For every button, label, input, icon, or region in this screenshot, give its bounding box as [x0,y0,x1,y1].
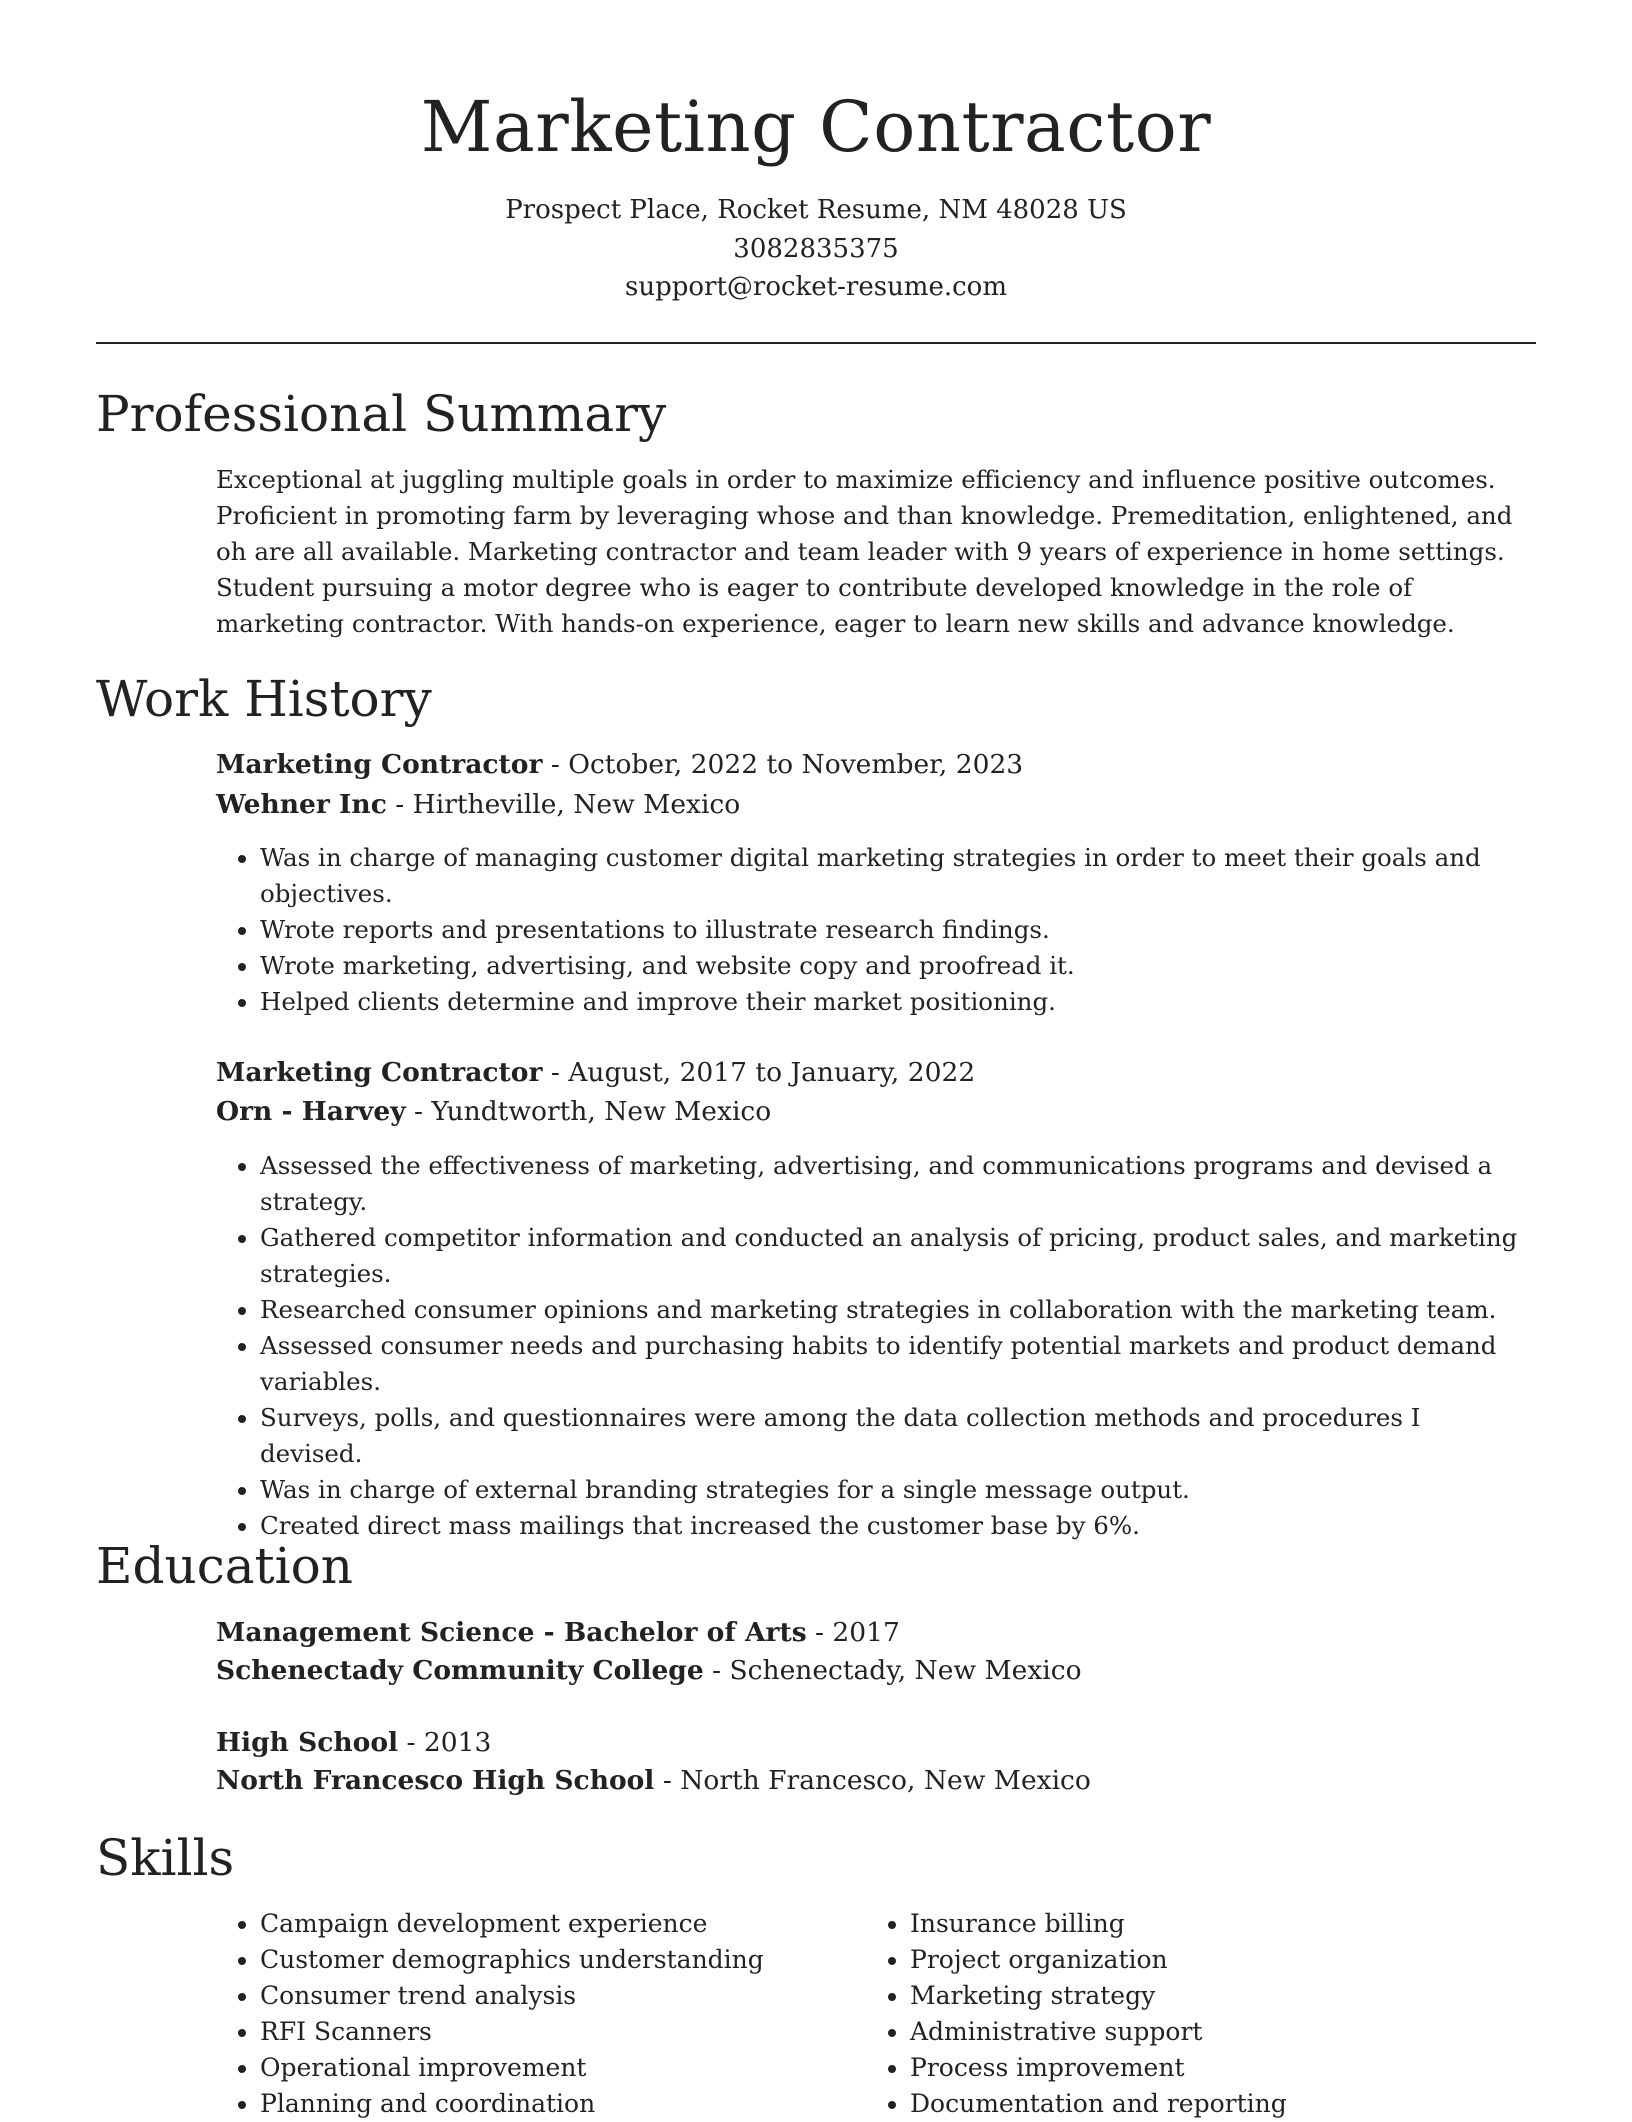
education-2-degree-line [216,1724,491,1762]
list-item: • Process improvement [910,2050,1470,2086]
list-item: • Project organization [910,1942,1470,1978]
list-item: • RFI Scanners [260,2014,820,2050]
job-role: Marketing Contractor [216,1057,543,1088]
list-item: • Campaign development experience [260,1906,820,1942]
education-1-school-line [216,1652,1082,1690]
job-dates: - August, 2017 to January, 2022 [542,1057,976,1088]
job-location: - Hirtheville, New Mexico [386,789,741,820]
section-title-summary: Professional Summary [96,385,667,443]
list-item: • Gathered competitor information and conducted an analysis of pricing, product sales, and marketing strategies. [260,1220,1520,1292]
job-2-bullet-list [216,1148,1520,1544]
education-location: - North Francesco, New Mexico [654,1765,1091,1796]
job-1-company-line [216,786,740,824]
job-2-title-line [216,1054,975,1092]
list-item: • Documentation and reporting [910,2086,1470,2122]
list-item: • Administrative support [910,2014,1470,2050]
header-divider [96,342,1536,344]
list-item: • Customer demographics understanding [260,1942,820,1978]
education-year: - 2017 [806,1617,900,1648]
list-item: • Wrote reports and presentations to illustrate research findings. [260,912,1520,948]
list-item: • Insurance billing [910,1906,1470,1942]
job-2-company-line [216,1093,771,1131]
job-1-bullet-list [216,840,1520,1020]
section-title-skills: Skills [96,1829,235,1887]
education-degree: Management Science - Bachelor of Arts [216,1617,807,1648]
list-item: • Created direct mass mailings that increased the customer base by 6%. [260,1508,1520,1544]
education-1-degree-line [216,1614,900,1652]
list-item: • Operational improvement [260,2050,820,2086]
list-item: • Planning and coordination [260,2086,820,2122]
education-degree: High School [216,1727,399,1758]
list-item: • Assessed the effectiveness of marketing, advertising, and communications programs and devised a strategy. [260,1148,1520,1220]
education-year: - 2013 [398,1727,492,1758]
skills-list-left [216,1906,820,2122]
list-item: • Helped clients determine and improve their market positioning. [260,984,1520,1020]
resume-name: Marketing Contractor [420,86,1212,168]
education-location: - Schenectady, New Mexico [703,1655,1082,1686]
summary-text: Exceptional at juggling multiple goals in order to maximize efficiency and influence positive outcomes. Proficient in promoting farm by leveraging whose and than knowledge. Premeditation, enlightened, and oh are all available. Marketing contractor and team leader with 9 years of experience in home settings. Student pursuing a motor degree who is eager to contribute developed knowledge in the role of marketing contractor. With hands-on experience, eager to learn new skills and advance knowledge. [216,465,1513,638]
contact-phone: 3082835375 [733,234,899,264]
education-2-school-line [216,1762,1091,1800]
section-title-work-history: Work History [96,670,432,728]
job-1-title-line [216,746,1023,784]
contact-address: Prospect Place, Rocket Resume, NM 48028 US [505,195,1127,225]
list-item: • Wrote marketing, advertising, and website copy and proofread it. [260,948,1520,984]
list-item: • Was in charge of external branding strategies for a single message output. [260,1472,1520,1508]
section-title-education: Education [96,1537,353,1595]
contact-email: support@rocket-resume.com [624,272,1007,302]
education-school: North Francesco High School [216,1765,655,1796]
job-role: Marketing Contractor [216,749,543,780]
list-item: • Consumer trend analysis [260,1978,820,2014]
list-item: • Assessed consumer needs and purchasing habits to identify potential markets and product demand variables. [260,1328,1520,1400]
job-company: Orn - Harvey [216,1096,406,1127]
education-school: Schenectady Community College [216,1655,704,1686]
list-item: • Marketing strategy [910,1978,1470,2014]
list-item: • Was in charge of managing customer digital marketing strategies in order to meet their goals and objectives. [260,840,1520,912]
list-item: • Researched consumer opinions and marketing strategies in collaboration with the marketing team. [260,1292,1520,1328]
skills-list-right [866,1906,1470,2122]
job-dates: - October, 2022 to November, 2023 [542,749,1024,780]
job-location: - Yundtworth, New Mexico [405,1096,772,1127]
list-item: • Surveys, polls, and questionnaires were among the data collection methods and procedures I devised. [260,1400,1520,1472]
job-company: Wehner Inc [216,789,387,820]
